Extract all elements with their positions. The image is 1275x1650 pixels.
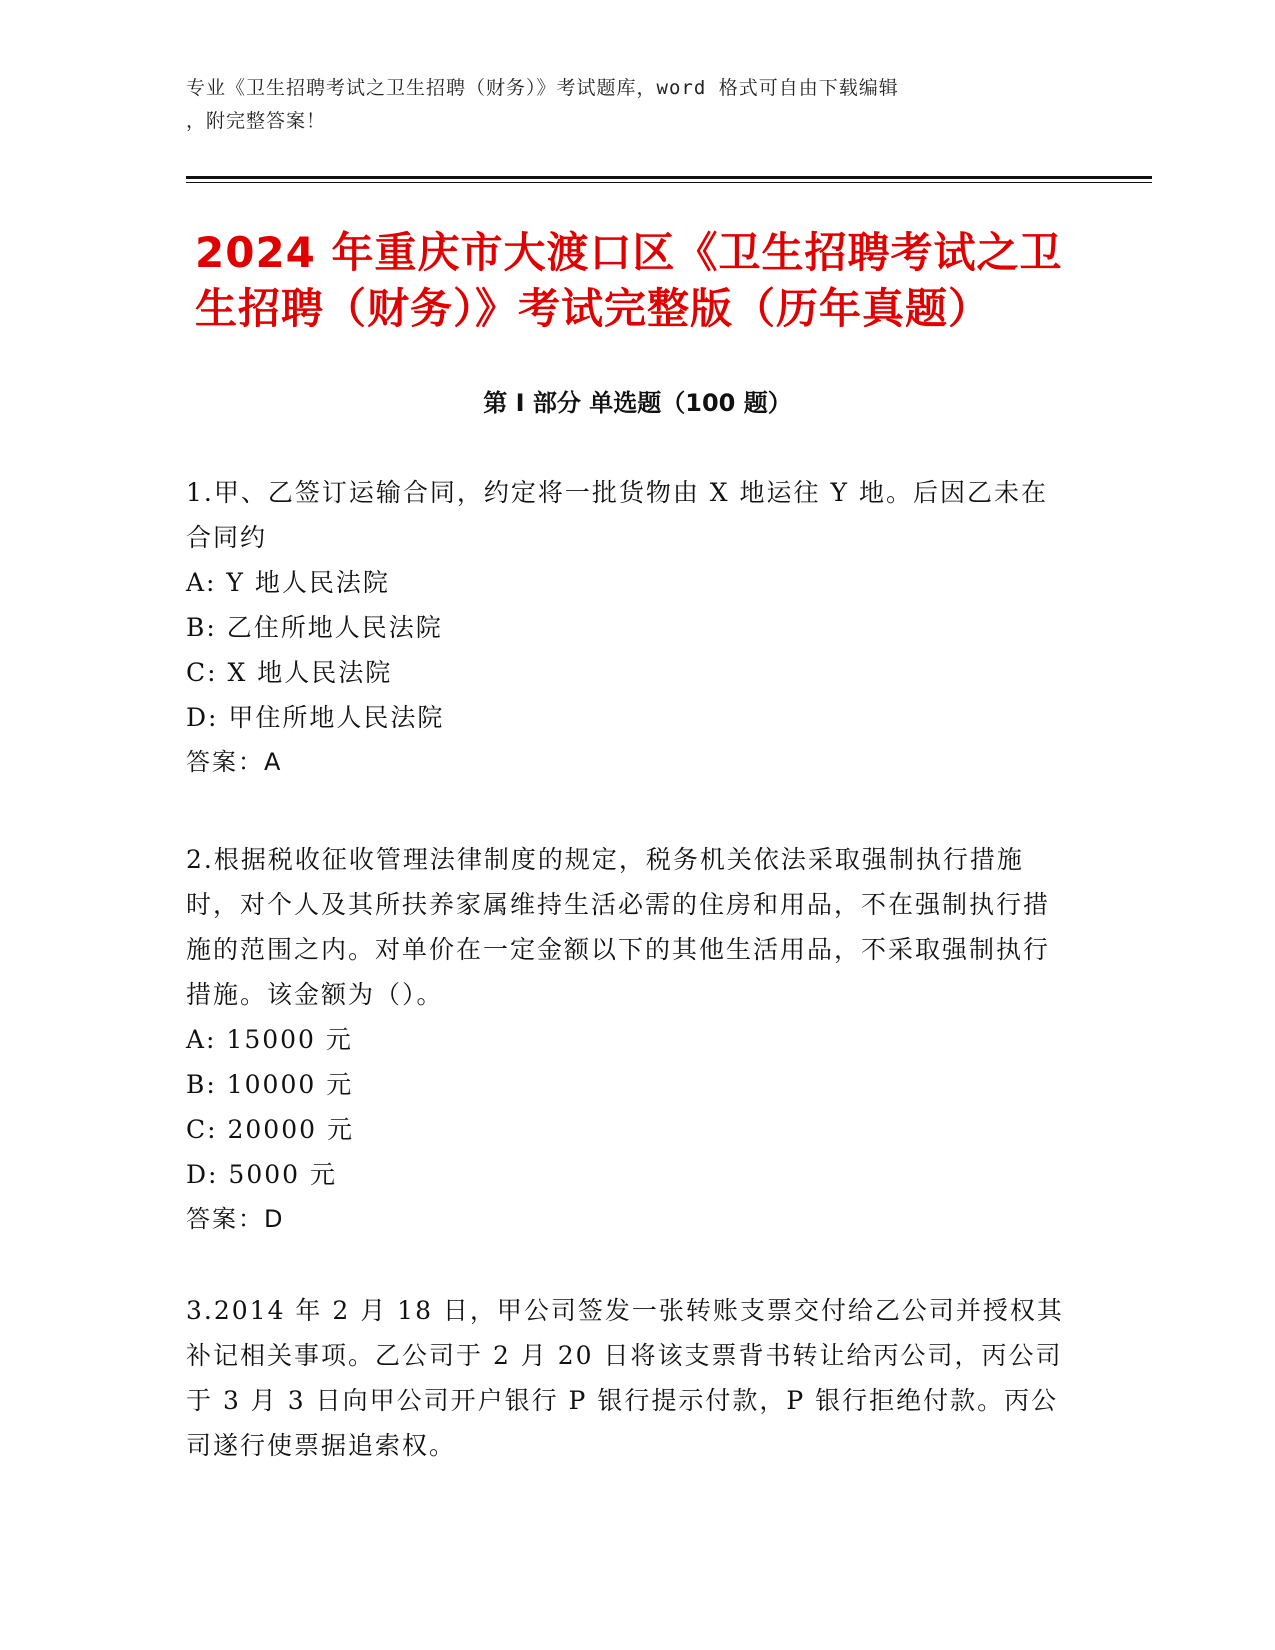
question-stem: 1.甲、乙签订运输合同，约定将一批货物由 X 地运往 Y 地。后因乙未在合同约	[186, 478, 1048, 552]
question-1	[186, 470, 1066, 785]
option-b: B: 10000 元	[186, 1070, 354, 1099]
question-3	[186, 1288, 1066, 1468]
header-divider-thin	[186, 182, 1152, 183]
section-heading: 第 I 部分 单选题（100 题）	[483, 389, 792, 417]
question-2	[186, 837, 1066, 1242]
option-c: C: 20000 元	[186, 1115, 354, 1144]
option-a: A: 15000 元	[186, 1025, 353, 1054]
option-d: D: 甲住所地人民法院	[186, 703, 445, 732]
answer-line: 答案：A	[186, 748, 283, 776]
option-b: B: 乙住所地人民法院	[186, 613, 443, 642]
option-d: D: 5000 元	[186, 1160, 337, 1189]
question-stem: 2.根据税收征收管理法律制度的规定，税务机关依法采取强制执行措施时，对个人及其所扶养家属维持生活必需的住房和用品，不在强制执行措施的范围之内。对单价在一定金额以下的其他生活用品，不采取强制执行措施。该金额为（）。	[186, 845, 1051, 1009]
document-title-line-1: 2024 年重庆市大渡口区《卫生招聘考试之卫	[195, 228, 1063, 277]
header-divider-thick	[186, 176, 1152, 179]
header-note-line-1: 专业《卫生招聘考试之卫生招聘（财务）》考试题库，word 格式可自由下载编辑	[186, 77, 899, 99]
document-title	[195, 225, 1095, 337]
answer-line: 答案：D	[186, 1205, 285, 1233]
document-title-line-2: 生招聘（财务）》考试完整版（历年真题）	[195, 284, 992, 333]
header-note-line-2: ，附完整答案！	[186, 110, 327, 132]
option-c: C: X 地人民法院	[186, 658, 393, 687]
option-a: A: Y 地人民法院	[186, 568, 390, 597]
question-stem: 3.2014 年 2 月 18 日，甲公司签发一张转账支票交付给乙公司并授权其补记相关事项。乙公司于 2 月 20 日将该支票背书转让给丙公司，丙公司于 3 月 3 日向甲公司开户银行 P 银行提示付款，P 银行拒绝付款。丙公司遂行使票据追索权。	[186, 1296, 1064, 1460]
header-note	[186, 72, 1066, 138]
